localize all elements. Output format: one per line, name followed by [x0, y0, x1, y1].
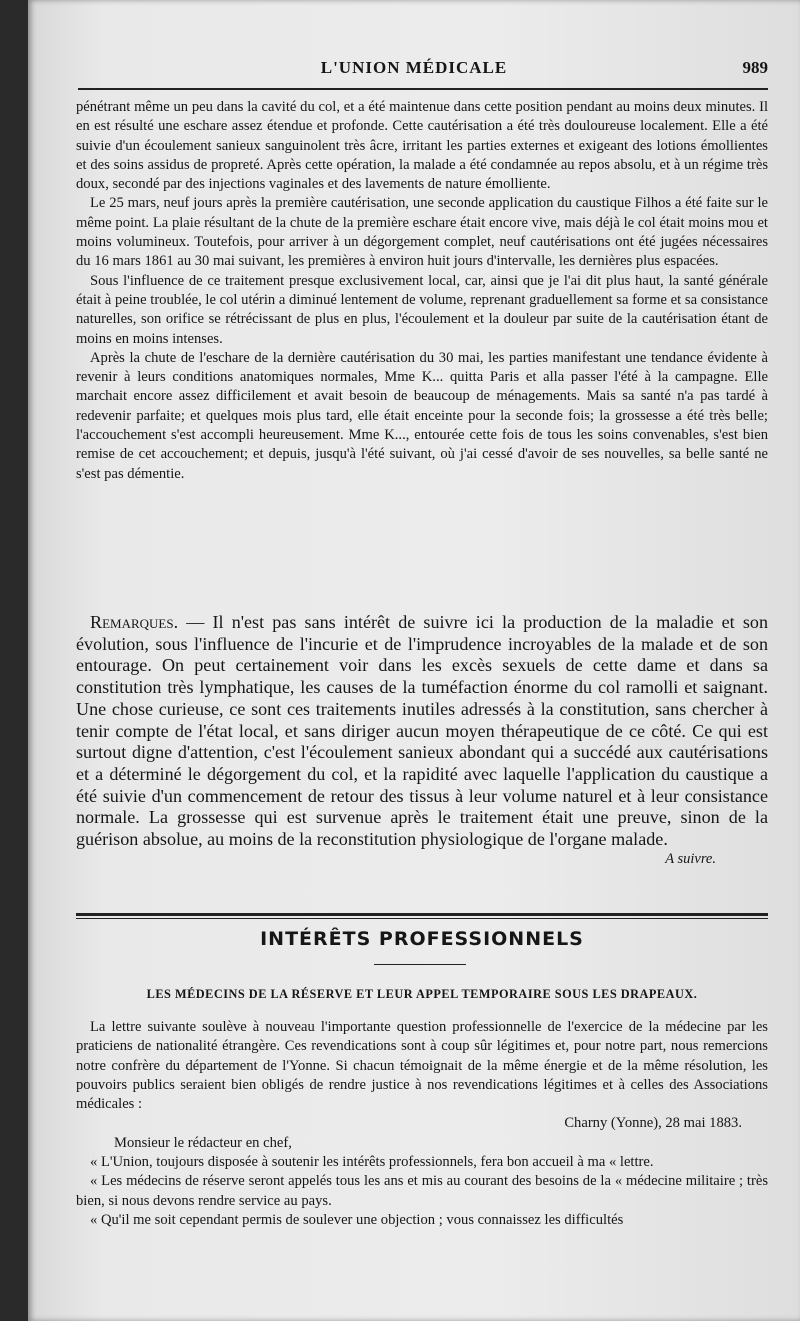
remarques-section — [76, 612, 768, 870]
letter-paragraph-2: « Les médecins de réserve seront appelés tous les ans et mis au courant des besoins de la « médecine militaire ; très bien, si nous devons rendre service au pays. — [76, 1173, 768, 1209]
case-paragraph-3: Sous l'influence de ce traitement presque exclusivement local, car, ainsi que je l'ai dit plus haut, la santé générale était à peine troublée, le col utérin a diminué lentement de volume, reprenant graduellement sa forme et sa consistance naturelles, son orifice se rétrécissant de plus en plus, l'écoulement et la douleur par suite de la cautérisation étant de moins en moins intenses. — [76, 272, 768, 347]
section-title: INTÉRÊTS PROFESSIONNELS — [260, 928, 584, 950]
case-paragraph-4: Après la chute de l'eschare de la dernière cautérisation du 30 mai, les parties manifestant une tendance évidente à revenir à leurs conditions anatomiques normales, Mme K... quitta Paris et alla passer l'été à la campagne. Elle marchait encore assez difficilement et avait besoin de beaucoup de ménagements. Mais sa santé n'a pas tardé à redevenir parfaite; et quelques mois plus tard, elle était enceinte pour la seconde fois; la grossesse a été très belle; l'accouchement s'est accompli heureusement. Mme K..., entourée cette fois de tous les soins convenables, s'est bien remise de cet accouchement; et depuis, jusqu'à l'été suivant, où j'ai cessé d'avoir de ses nouvelles, sa belle santé ne s'est pas démentie. — [76, 349, 768, 482]
article-title: LES MÉDECINS DE LA RÉSERVE ET LEUR APPEL TEMPORAIRE SOUS LES DRAPEAUX. — [146, 987, 698, 1001]
article-body — [76, 1018, 768, 1230]
case-report-text — [76, 98, 768, 484]
case-paragraph-1: pénétrant même un peu dans la cavité du col, et a été maintenue dans cette position pendant au moins deux minutes. Il en est résulté une eschare assez étendue et profonde. Cette cautérisation a été très douloureuse localement. Elle a été suivie d'un écoulement sanieux sanguinolent très âcre, irritant les parties externes et exigeant des lotions émollientes et des soins assidus de propreté. Après cette opération, la malade a été condamnée au repos absolu, et à un régime très doux, secondé par des injections vaginales et des lavements de nature émolliente. — [76, 99, 768, 193]
journal-title: L'UNION MÉDICALE — [320, 58, 508, 77]
title-rule — [374, 964, 466, 965]
letter-dateline: Charny (Yonne), 28 mai 1883. — [564, 1115, 742, 1132]
letter-salutation: Monsieur le rédacteur en chef, — [114, 1134, 292, 1151]
letter-paragraph-3: « Qu'il me soit cependant permis de soulever une objection ; vous connaissez les difficultés — [90, 1211, 624, 1228]
page-number: 989 — [742, 58, 768, 77]
running-head — [28, 56, 800, 82]
header-rule — [78, 88, 768, 90]
remarques-label: Remarques. — [90, 612, 179, 632]
case-paragraph-2: Le 25 mars, neuf jours après la première cautérisation, une seconde application du caustique Filhos a été faite sur le même point. La plaie résultant de la chute de la première eschare était encore vive, mais déjà le col était moins mou et moins volumineux. Toutefois, pour arriver à un dégorgement complet, neuf cautérisations ont été jugées nécessaires du 16 mars 1861 au 30 mai suivant, les premières à environ huit jours d'intervalle, les dernières plus espacées. — [76, 195, 768, 270]
to-be-continued: A suivre. — [665, 850, 716, 867]
section-rule-thin — [76, 918, 768, 919]
section-rule-thick — [76, 913, 768, 916]
remarques-text: — Il n'est pas sans intérêt de suivre ici la production de la maladie et son évolution, sous l'influence de l'incurie et de l'imprudence incroyables de la malade et de son entourage. On peut certainement voir dans les excès sexuels de cette dame et dans sa constitution très lymphatique, les causes de la tuméfaction énorme du col ramolli et saignant. Une chose curieuse, ce sont ces traitements inutiles adressés à la constitution, sans chercher à tenir compte de l'état local, et sans diriger aucun moyen thérapeutique de ce côté. Ce qui est surtout digne d'attention, c'est l'écoulement sanieux abondant qui a succédé aux cautérisations et a déterminé le dégorgement du col, et la rapidité avec laquelle l'application du caustique a été suivie d'un commencement de retour des tissus à leur volume naturel et à leur consistance normale. La grossesse qui est survenue après le traitement était une preuve, sinon de la guérison absolue, au moins de la reconstitution physiologique de l'organe malade. — [76, 612, 768, 850]
article-intro: La lettre suivante soulève à nouveau l'importante question professionnelle de l'exercice de la médecine par les praticiens de nationalité étrangère. Ces revendications sont à coup sûr légitimes et, pour notre part, nous remercions notre confrère du département de l'Yonne. Si chacun témoignait de la même énergie et de la même résolution, les pouvoirs publics seraient bien obligés de rendre justice à nos revendications légitimes et à celles des Associations médicales : — [76, 1019, 768, 1113]
letter-paragraph-1: « L'Union, toujours disposée à soutenir les intérêts professionnels, fera bon accueil à ma « lettre. — [90, 1154, 654, 1171]
journal-page — [28, 0, 800, 1321]
remarques-paragraph — [76, 612, 768, 851]
